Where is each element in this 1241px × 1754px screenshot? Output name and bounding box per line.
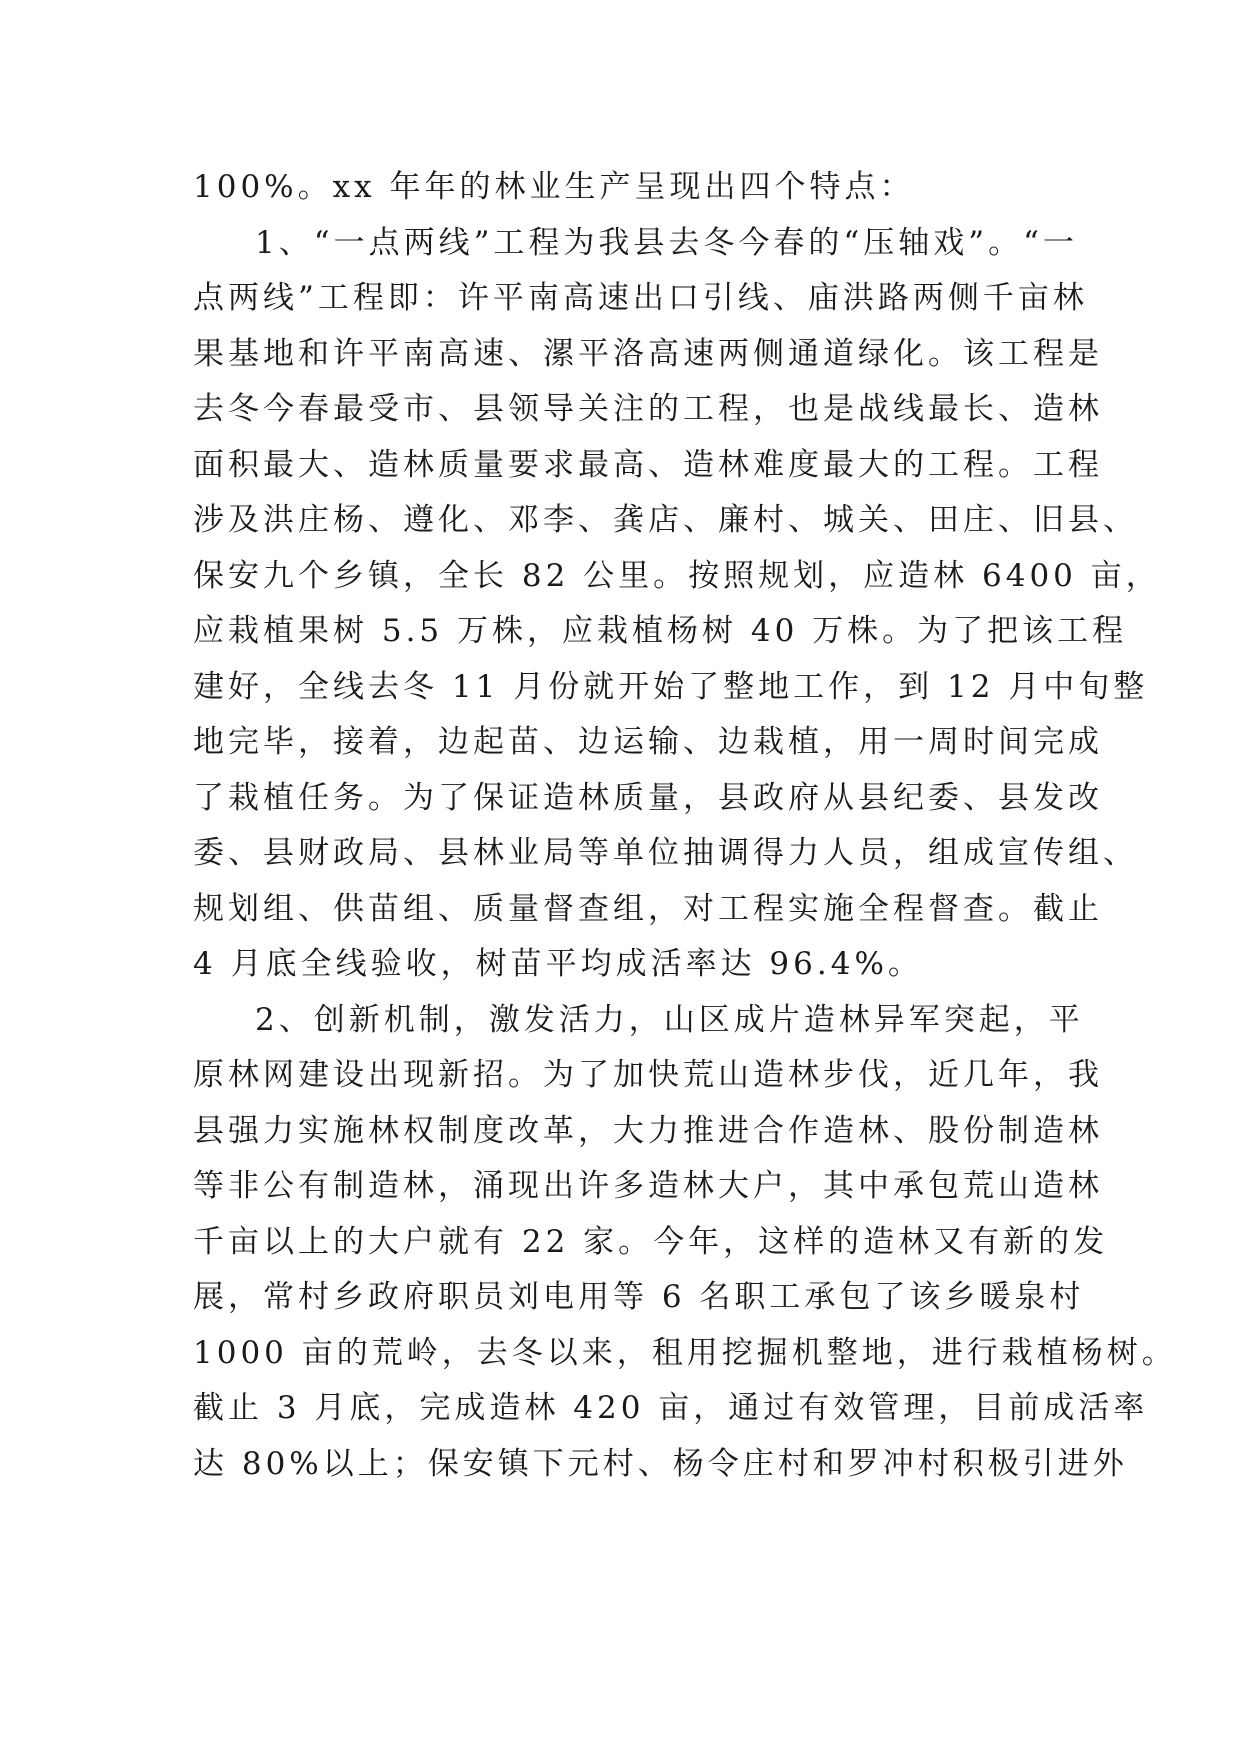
text-line: 千亩以上的大户就有 22 家。今年，这样的造林又有新的发 [193, 1223, 1109, 1260]
text-line: 原林网建设出现新招。为了加快荒山造林步伐，近几年，我 [193, 1057, 1103, 1093]
text-line: 保安九个乡镇，全长 82 公里。按照规划，应造林 6400 亩， [193, 557, 1161, 594]
text-line: 了栽植任务。为了保证造林质量，县政府从县纪委、县发改 [193, 779, 1103, 816]
text-line: 截止 3 月底，完成造林 420 亩，通过有效管理，目前成活率 [193, 1390, 1149, 1426]
text-line: 展，常村乡政府职员刘电用等 6 名职工承包了该乡暖泉村 [193, 1279, 1085, 1315]
text-line: 规划组、供苗组、质量督查组，对工程实施全程督查。截止 [193, 890, 1103, 927]
text-line: 达 80%以上；保安镇下元村、杨令庄村和罗冲村积极引进外 [193, 1445, 1128, 1482]
text-line: 1000 亩的荒岭，去冬以来，租用挖掘机整地，进行栽植杨树。 [193, 1334, 1177, 1371]
body-text [193, 160, 1177, 1492]
text-line: 面积最大、造林质量要求最高、造林难度最大的工程。工程 [193, 446, 1103, 483]
paragraph-1-start: 1、“一点两线”工程为我县去冬今春的“压轴戏”。“一 [255, 224, 1078, 261]
text-line: 县强力实施林权制度改革，大力推进合作造林、股份制造林 [193, 1112, 1103, 1149]
text-line: 涉及洪庄杨、遵化、邓李、龚店、廉村、城关、田庄、旧县、 [193, 502, 1138, 538]
text-line: 去冬今春最受市、县领导关注的工程，也是战线最长、造林 [193, 391, 1103, 427]
text-line: 地完毕，接着，边起苗、边运输、边栽植，用一周时间完成 [193, 724, 1103, 760]
paragraph-2-start: 2、创新机制，激发活力，山区成片造林异军突起，平 [255, 1001, 1084, 1038]
text-line: 点两线”工程即：许平南高速出口引线、庙洪路两侧千亩林 [193, 280, 1088, 316]
text-line: 4 月底全线验收，树苗平均成活率达 96.4%。 [193, 946, 923, 982]
text-line: 等非公有制造林，涌现出许多造林大户，其中承包荒山造林 [193, 1168, 1103, 1204]
text-line: 果基地和许平南高速、漯平洛高速两侧通道绿化。该工程是 [193, 335, 1103, 372]
text-line: 委、县财政局、县林业局等单位抽调得力人员，组成宣传组、 [193, 835, 1138, 871]
text-line: 建好，全线去冬 11 月份就开始了整地工作，到 12 月中旬整 [193, 668, 1149, 705]
text-line: 100%。xx 年年的林业生产呈现出四个特点： [193, 169, 915, 205]
text-line: 应栽植果树 5.5 万株，应栽植杨树 40 万株。为了把该工程 [193, 613, 1128, 649]
